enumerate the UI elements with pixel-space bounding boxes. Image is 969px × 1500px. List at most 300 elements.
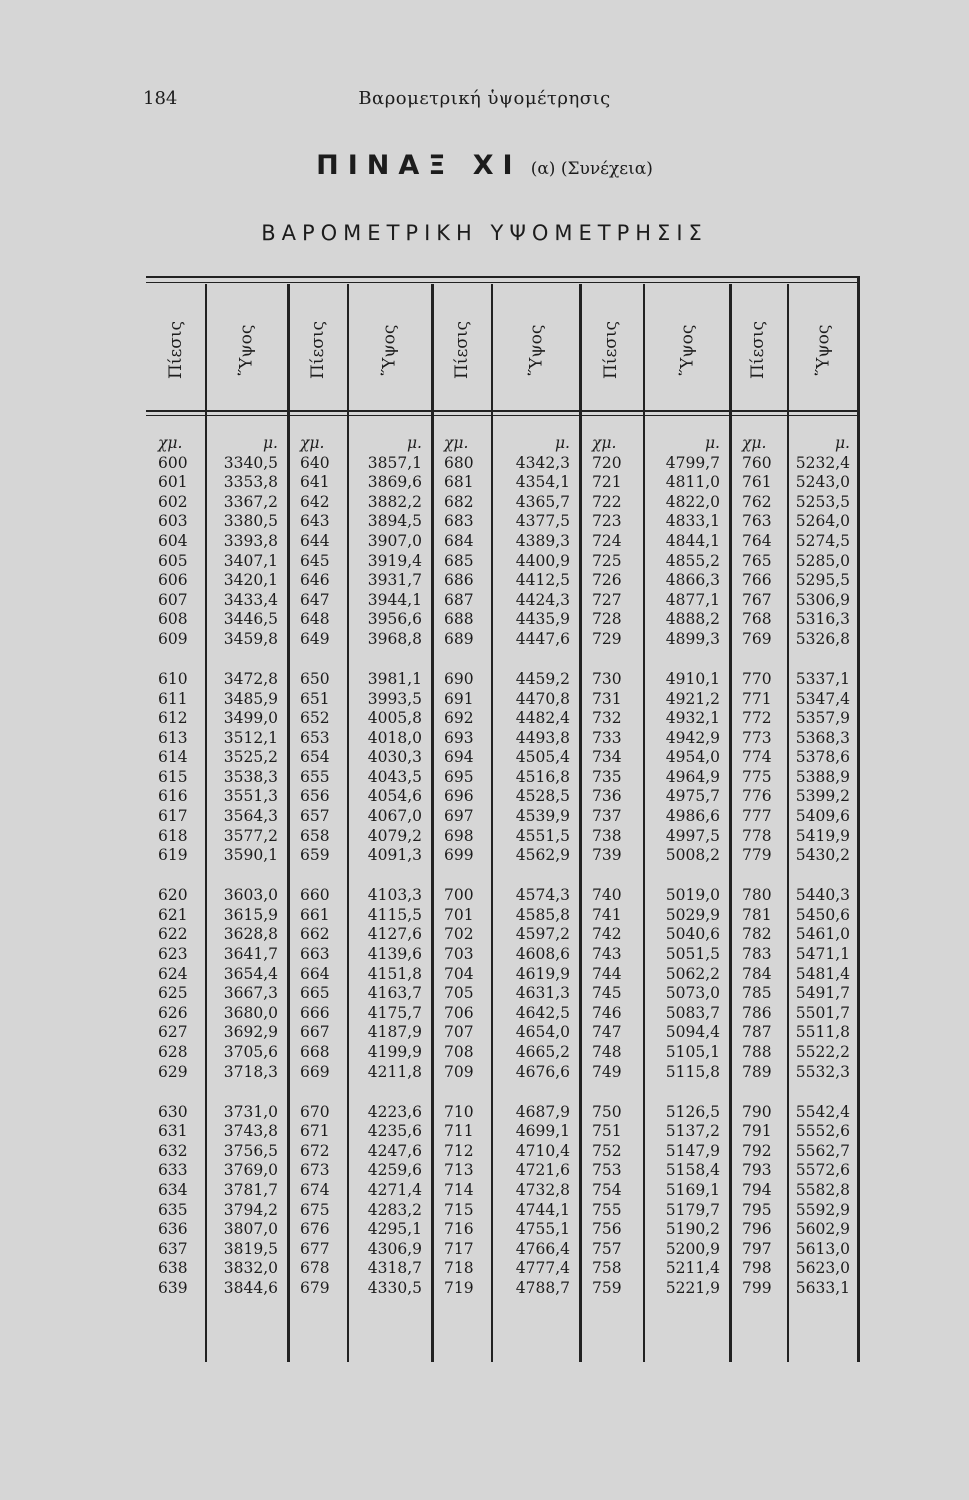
- pressure-cell: 700: [444, 886, 474, 905]
- pressure-cell: 746: [592, 1003, 622, 1022]
- height-cell: 4562,9: [515, 846, 570, 865]
- pressure-cell: 672: [300, 1141, 330, 1160]
- height-cell: 3512,1: [223, 728, 278, 747]
- height-cell: 5190,2: [665, 1220, 720, 1239]
- pressure-cell: 600: [158, 453, 188, 472]
- pressure-cell: 684: [444, 531, 474, 550]
- group-spacer: [206, 650, 288, 670]
- pressure-cell: 653: [300, 728, 330, 747]
- pressure-cell: 708: [444, 1043, 474, 1061]
- height-cell: 4091,3: [367, 846, 422, 865]
- pressure-cell: 657: [300, 807, 330, 826]
- pressure-cell: 726: [592, 571, 622, 590]
- pressure-cell: 768: [742, 610, 772, 629]
- height-cell: 5501,7: [795, 1003, 850, 1022]
- pressure-cell: 624: [158, 964, 188, 983]
- unit-height: μ.: [704, 434, 720, 452]
- pressure-cell: 707: [444, 1023, 474, 1042]
- pressure-cell: 628: [158, 1043, 188, 1061]
- group-spacer: [432, 866, 492, 886]
- pressure-cell: 602: [158, 492, 188, 511]
- height-cell: 4030,3: [367, 748, 422, 767]
- height-cell: 5083,7: [665, 1003, 720, 1022]
- pressure-cell: 677: [300, 1239, 330, 1258]
- height-cell: 4585,8: [515, 905, 570, 924]
- height-cell: 5029,9: [665, 905, 720, 924]
- group-spacer: [788, 866, 860, 886]
- height-cell: 3919,4: [367, 551, 422, 570]
- group-spacer: [492, 650, 580, 670]
- unit-pressure: χμ.: [300, 434, 325, 452]
- pressure-cell: 763: [742, 512, 772, 531]
- height-cell: 4482,4: [515, 709, 570, 728]
- pressure-cell: 671: [300, 1122, 330, 1141]
- height-cell: 5126,5: [665, 1102, 720, 1121]
- pressure-cell: 659: [300, 846, 330, 865]
- height-cell: 4642,5: [515, 1003, 570, 1022]
- height-cell: 3538,3: [223, 767, 278, 786]
- pressure-cell: 720: [592, 453, 622, 472]
- pressure-cell: 619: [158, 846, 188, 865]
- pressure-cell: 705: [444, 984, 474, 1003]
- pressure-cell: 640: [300, 453, 330, 472]
- header-pressure: Πίεσις: [308, 320, 328, 380]
- header-bottom-rule-inner: [146, 415, 860, 416]
- pressure-cell: 743: [592, 945, 622, 964]
- height-cell: 4744,1: [515, 1200, 570, 1219]
- height-cell: 5552,6: [795, 1122, 850, 1141]
- pressure-cell: 780: [742, 886, 772, 905]
- height-cell: 3968,8: [367, 629, 422, 648]
- height-cell: 3551,3: [223, 787, 278, 806]
- group-spacer: [206, 1082, 288, 1102]
- height-cell: 3692,9: [223, 1023, 278, 1042]
- pressure-cell: 647: [300, 590, 330, 609]
- height-cell: 4932,1: [665, 709, 720, 728]
- pressure-cell: 752: [592, 1141, 622, 1160]
- height-cell: 4103,3: [367, 886, 422, 905]
- height-cell: 3459,8: [223, 629, 278, 648]
- main-title: ΒΑΡΟΜΕΤΡΙΚΗ ΥΨΟΜΕΤΡΗΣΙΣ: [261, 221, 708, 245]
- pressure-cell: 776: [742, 787, 772, 806]
- pressure-cell: 721: [592, 473, 622, 492]
- height-cell: 5137,2: [665, 1122, 720, 1141]
- header-bottom-rule: [146, 410, 860, 412]
- pressure-cell: 773: [742, 728, 772, 747]
- pressure-cell: 757: [592, 1239, 622, 1258]
- unit-height: μ.: [406, 434, 422, 452]
- height-cell: 3446,5: [223, 610, 278, 629]
- pressure-cell: 655: [300, 767, 330, 786]
- group-spacer: [348, 866, 432, 886]
- pressure-cell: 651: [300, 689, 330, 708]
- group-spacer: [492, 1082, 580, 1102]
- height-cell: 4377,5: [515, 512, 570, 531]
- height-cell: 3844,6: [223, 1278, 278, 1297]
- height-cell: 5169,1: [665, 1180, 720, 1199]
- unit-pressure: χμ.: [742, 434, 767, 452]
- height-cell: 4067,0: [367, 807, 422, 826]
- height-cell: 5062,2: [665, 964, 720, 983]
- height-cell: 3882,2: [367, 492, 422, 511]
- height-cell: 3499,0: [223, 709, 278, 728]
- height-cell: 5378,6: [795, 748, 850, 767]
- pressure-cell: 739: [592, 846, 622, 865]
- height-cell: 3577,2: [223, 826, 278, 845]
- height-cell: 4271,4: [367, 1180, 422, 1199]
- pressure-cell: 796: [742, 1220, 772, 1239]
- height-cell: 5440,3: [795, 886, 850, 905]
- height-cell: 3857,1: [367, 453, 422, 472]
- table-title: ΠΙΝΑΞ XI: [316, 150, 522, 181]
- group-spacer: [788, 1082, 860, 1102]
- height-cell: 4318,7: [367, 1259, 422, 1278]
- height-cell: 5461,0: [795, 925, 850, 944]
- height-cell: 5522,2: [795, 1043, 850, 1061]
- pressure-cell: 699: [444, 846, 474, 865]
- height-cell: 4676,6: [515, 1062, 570, 1081]
- table-title-line: [0, 150, 969, 181]
- height-cell: 5592,9: [795, 1200, 850, 1219]
- pressure-cell: 728: [592, 610, 622, 629]
- height-cell: 4424,3: [515, 590, 570, 609]
- height-cell: 4755,1: [515, 1220, 570, 1239]
- pressure-cell: 664: [300, 964, 330, 983]
- pressure-cell: 621: [158, 905, 188, 924]
- height-cell: 4127,6: [367, 925, 422, 944]
- height-cell: 5357,9: [795, 709, 850, 728]
- pressure-cell: 744: [592, 964, 622, 983]
- pressure-cell: 674: [300, 1180, 330, 1199]
- pressure-cell: 790: [742, 1102, 772, 1121]
- pressure-cell: 755: [592, 1200, 622, 1219]
- height-cell: 3981,1: [367, 669, 422, 688]
- pressure-cell: 751: [592, 1122, 622, 1141]
- height-cell: 5073,0: [665, 984, 720, 1003]
- unit-height: μ.: [554, 434, 570, 452]
- height-cell: 4528,5: [515, 787, 570, 806]
- height-cell: 4899,3: [665, 629, 720, 648]
- pressure-cell: 609: [158, 629, 188, 648]
- pressure-cell: 643: [300, 512, 330, 531]
- pressure-cell: 730: [592, 669, 622, 688]
- height-cell: 5602,9: [795, 1220, 850, 1239]
- height-cell: 4597,2: [515, 925, 570, 944]
- pressure-cell: 645: [300, 551, 330, 570]
- height-cell: 4833,1: [665, 512, 720, 531]
- header-pressure: Πίεσις: [748, 320, 768, 380]
- height-cell: 4551,5: [515, 826, 570, 845]
- height-cell: 3628,8: [223, 925, 278, 944]
- height-cell: 3485,9: [223, 689, 278, 708]
- unit-pressure: χμ.: [158, 434, 183, 452]
- height-cell: 5264,0: [795, 512, 850, 531]
- height-cell: 4844,1: [665, 531, 720, 550]
- height-cell: 4788,7: [515, 1278, 570, 1297]
- pressure-cell: 616: [158, 787, 188, 806]
- pressure-cell: 795: [742, 1200, 772, 1219]
- pressure-cell: 673: [300, 1161, 330, 1180]
- height-cell: 4866,3: [665, 571, 720, 590]
- pressure-cell: 618: [158, 826, 188, 845]
- pressure-cell: 636: [158, 1220, 188, 1239]
- group-spacer: [288, 866, 348, 886]
- height-cell: 4342,3: [515, 453, 570, 472]
- height-cell: 5562,7: [795, 1141, 850, 1160]
- height-cell: 4043,5: [367, 767, 422, 786]
- pressure-cell: 777: [742, 807, 772, 826]
- height-cell: 5158,4: [665, 1161, 720, 1180]
- unit-pressure: χμ.: [444, 434, 469, 452]
- pressure-cell: 670: [300, 1102, 330, 1121]
- height-cell: 4435,9: [515, 610, 570, 629]
- height-cell: 4975,7: [665, 787, 720, 806]
- pressure-cell: 695: [444, 767, 474, 786]
- height-cell: 4139,6: [367, 945, 422, 964]
- height-cell: 4211,8: [367, 1062, 422, 1081]
- data-table: [146, 276, 860, 1362]
- group-spacer: [492, 866, 580, 886]
- pressure-cell: 682: [444, 492, 474, 511]
- height-cell: 5295,5: [795, 571, 850, 590]
- pressure-cell: 666: [300, 1003, 330, 1022]
- pressure-cell: 736: [592, 787, 622, 806]
- height-cell: 4654,0: [515, 1023, 570, 1042]
- height-cell: 3654,4: [223, 964, 278, 983]
- pressure-cell: 662: [300, 925, 330, 944]
- height-cell: 4631,3: [515, 984, 570, 1003]
- height-cell: 3993,5: [367, 689, 422, 708]
- height-cell: 5491,7: [795, 984, 850, 1003]
- group-spacer: [730, 650, 788, 670]
- pressure-cell: 683: [444, 512, 474, 531]
- pressure-cell: 724: [592, 531, 622, 550]
- height-cell: 5532,3: [795, 1062, 850, 1081]
- pressure-cell: 732: [592, 709, 622, 728]
- pressure-cell: 760: [742, 453, 772, 472]
- height-cell: 4199,9: [367, 1043, 422, 1061]
- group-spacer: [580, 650, 644, 670]
- height-cell: 4964,9: [665, 767, 720, 786]
- height-cell: 3407,1: [223, 551, 278, 570]
- height-cell: 3743,8: [223, 1122, 278, 1141]
- height-cell: 4005,8: [367, 709, 422, 728]
- pressure-cell: 690: [444, 669, 474, 688]
- height-cell: 5399,2: [795, 787, 850, 806]
- pressure-cell: 668: [300, 1043, 330, 1061]
- header-height: Ὕψος: [813, 324, 833, 376]
- pressure-cell: 692: [444, 709, 474, 728]
- pressure-cell: 678: [300, 1259, 330, 1278]
- pressure-cell: 637: [158, 1239, 188, 1258]
- pressure-cell: 698: [444, 826, 474, 845]
- height-cell: 4608,6: [515, 945, 570, 964]
- pressure-cell: 718: [444, 1259, 474, 1278]
- pressure-cell: 639: [158, 1278, 188, 1297]
- pressure-cell: 749: [592, 1062, 622, 1081]
- height-cell: 3781,7: [223, 1180, 278, 1199]
- height-cell: 4247,6: [367, 1141, 422, 1160]
- height-cell: 4365,7: [515, 492, 570, 511]
- group-spacer: [146, 866, 206, 886]
- pressure-cell: 798: [742, 1259, 772, 1278]
- pressure-cell: 769: [742, 629, 772, 648]
- pressure-cell: 607: [158, 590, 188, 609]
- pressure-cell: 626: [158, 1003, 188, 1022]
- group-spacer: [432, 650, 492, 670]
- pressure-cell: 644: [300, 531, 330, 550]
- height-cell: 3807,0: [223, 1220, 278, 1239]
- pressure-cell: 656: [300, 787, 330, 806]
- height-cell: 4574,3: [515, 886, 570, 905]
- height-cell: 4054,6: [367, 787, 422, 806]
- unit-height: μ.: [262, 434, 278, 452]
- height-cell: 3615,9: [223, 905, 278, 924]
- group-spacer: [146, 1082, 206, 1102]
- pressure-cell: 632: [158, 1141, 188, 1160]
- pressure-cell: 759: [592, 1278, 622, 1297]
- pressure-cell: 654: [300, 748, 330, 767]
- pressure-cell: 703: [444, 945, 474, 964]
- height-cell: 4354,1: [515, 473, 570, 492]
- pressure-cell: 661: [300, 905, 330, 924]
- height-cell: 3680,0: [223, 1003, 278, 1022]
- height-cell: 4766,4: [515, 1239, 570, 1258]
- group-spacer: [644, 1082, 730, 1102]
- pressure-cell: 627: [158, 1023, 188, 1042]
- pressure-cell: 742: [592, 925, 622, 944]
- pressure-cell: 741: [592, 905, 622, 924]
- pressure-cell: 680: [444, 453, 474, 472]
- height-cell: 5572,6: [795, 1161, 850, 1180]
- pressure-cell: 774: [742, 748, 772, 767]
- pressure-cell: 782: [742, 925, 772, 944]
- height-cell: 5623,0: [795, 1259, 850, 1278]
- height-cell: 4115,5: [367, 905, 422, 924]
- height-cell: 5419,9: [795, 826, 850, 845]
- group-spacer: [146, 650, 206, 670]
- pressure-cell: 629: [158, 1062, 188, 1081]
- height-cell: 3944,1: [367, 590, 422, 609]
- pressure-cell: 761: [742, 473, 772, 492]
- height-cell: 4539,9: [515, 807, 570, 826]
- group-spacer: [788, 650, 860, 670]
- pressure-cell: 781: [742, 905, 772, 924]
- table-body: [146, 434, 860, 1299]
- group-spacer: [730, 1082, 788, 1102]
- pressure-cell: 758: [592, 1259, 622, 1278]
- height-cell: 3433,4: [223, 590, 278, 609]
- pressure-cell: 649: [300, 629, 330, 648]
- header-height: Ὕψος: [526, 324, 546, 376]
- height-cell: 5200,9: [665, 1239, 720, 1258]
- pressure-cell: 747: [592, 1023, 622, 1042]
- height-cell: 4888,2: [665, 610, 720, 629]
- height-cell: 5221,9: [665, 1278, 720, 1297]
- table-subtitle: (α) (Συνέχεια): [530, 159, 653, 179]
- pressure-cell: 613: [158, 728, 188, 747]
- pressure-cell: 725: [592, 551, 622, 570]
- pressure-cell: 620: [158, 886, 188, 905]
- height-cell: 5274,5: [795, 531, 850, 550]
- pressure-cell: 704: [444, 964, 474, 983]
- header-height: Ὕψος: [677, 324, 697, 376]
- unit-height: μ.: [834, 434, 850, 452]
- height-cell: 5316,3: [795, 610, 850, 629]
- pressure-cell: 797: [742, 1239, 772, 1258]
- pressure-cell: 665: [300, 984, 330, 1003]
- height-cell: 5430,2: [795, 846, 850, 865]
- pressure-cell: 775: [742, 767, 772, 786]
- height-cell: 5019,0: [665, 886, 720, 905]
- height-cell: 4187,9: [367, 1023, 422, 1042]
- pressure-cell: 641: [300, 473, 330, 492]
- pressure-cell: 778: [742, 826, 772, 845]
- height-cell: 3603,0: [223, 886, 278, 905]
- height-cell: 4954,0: [665, 748, 720, 767]
- group-spacer: [580, 1082, 644, 1102]
- height-cell: 4389,3: [515, 531, 570, 550]
- pressure-cell: 667: [300, 1023, 330, 1042]
- height-cell: 4283,2: [367, 1200, 422, 1219]
- pressure-cell: 617: [158, 807, 188, 826]
- height-cell: 4721,6: [515, 1161, 570, 1180]
- height-cell: 4259,6: [367, 1161, 422, 1180]
- height-cell: 5051,5: [665, 945, 720, 964]
- pressure-cell: 642: [300, 492, 330, 511]
- header-pressure: Πίεσις: [452, 320, 472, 380]
- height-cell: 3907,0: [367, 531, 422, 550]
- pressure-cell: 745: [592, 984, 622, 1003]
- height-cell: 5232,4: [795, 453, 850, 472]
- pressure-cell: 735: [592, 767, 622, 786]
- pressure-cell: 615: [158, 767, 188, 786]
- group-spacer: [730, 866, 788, 886]
- pressure-cell: 709: [444, 1062, 474, 1081]
- pressure-cell: 748: [592, 1043, 622, 1061]
- group-spacer: [432, 1082, 492, 1102]
- height-cell: 5306,9: [795, 590, 850, 609]
- pressure-cell: 688: [444, 610, 474, 629]
- height-cell: 3705,6: [223, 1043, 278, 1061]
- height-cell: 4710,4: [515, 1141, 570, 1160]
- height-cell: 5368,3: [795, 728, 850, 747]
- pressure-cell: 601: [158, 473, 188, 492]
- pressure-cell: 706: [444, 1003, 474, 1022]
- height-cell: 5511,8: [795, 1023, 850, 1042]
- pressure-cell: 729: [592, 629, 622, 648]
- height-cell: 4493,8: [515, 728, 570, 747]
- height-cell: 5211,4: [665, 1259, 720, 1278]
- height-cell: 4235,6: [367, 1122, 422, 1141]
- pressure-cell: 622: [158, 925, 188, 944]
- pressure-cell: 612: [158, 709, 188, 728]
- height-cell: 3956,6: [367, 610, 422, 629]
- pressure-cell: 634: [158, 1180, 188, 1199]
- pressure-cell: 605: [158, 551, 188, 570]
- pressure-cell: 679: [300, 1278, 330, 1297]
- height-cell: 4811,0: [665, 473, 720, 492]
- height-cell: 3393,8: [223, 531, 278, 550]
- pressure-cell: 715: [444, 1200, 474, 1219]
- height-cell: 4665,2: [515, 1043, 570, 1061]
- pressure-cell: 663: [300, 945, 330, 964]
- height-cell: 5409,6: [795, 807, 850, 826]
- height-cell: 4163,7: [367, 984, 422, 1003]
- pressure-cell: 713: [444, 1161, 474, 1180]
- group-spacer: [644, 650, 730, 670]
- height-cell: 3564,3: [223, 807, 278, 826]
